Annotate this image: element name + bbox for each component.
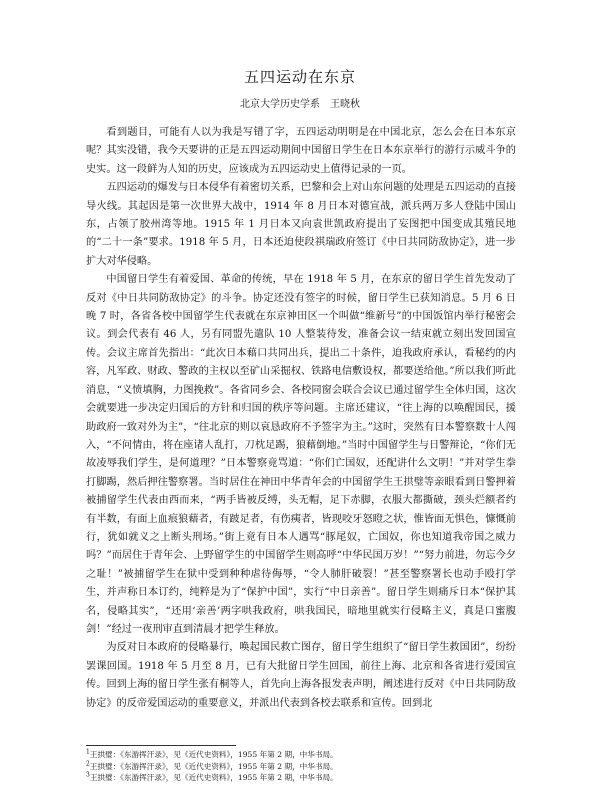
footnote-divider — [86, 745, 236, 746]
paragraph: 为反对日本政府的侵略暴行，唤起国民救亡图存，留日学生组织了“留日学生救国团”，纷纷罢课回国。1918 年 5 月至 8 月，已有大批留日学生回国，前往上海、北京和各省进行爱国宣传。回到上海的留日学生张有桐等人，首先向上海各报发表声明，阐述进行反对《中日共同防敌协定》的反帝爱国运动的重要意义，并派出代表到各校去联系和宣传。回到北 — [86, 642, 516, 709]
author-byline: 北京大学历史学系 王晓秋 — [240, 99, 360, 110]
footnote-mark: 1 — [86, 748, 90, 756]
footnote-text: 王拱璧：《东游挥汗录》，见《近代史资料》，1955 年第 2 期，中华书局。 — [89, 750, 338, 759]
footnote-mark: 2 — [86, 759, 90, 767]
footnote-text: 王拱璧：《东游挥汗录》，见《近代史资料》，1955 年第 2 期，中华书局。 — [89, 773, 338, 782]
paragraph: 看到题目，可能有人以为我是写错了字，五四运动明明是在中国北京，怎么会在日本东京呢？其实没错，我今天要讲的正是五四运动期间中国留日学生在日本东京举行的游行示威斗争的史实。这一段鲜为人知的历史，应该成为五四运动史上值得记录的一页。 — [86, 127, 516, 175]
article-body — [86, 124, 516, 713]
footnote — [86, 749, 516, 761]
footnote-text: 王拱璧：《东游挥汗录》，见《近代史资料》，1955 年第 2 期，中华书局。 — [89, 761, 338, 771]
paragraph: 五四运动的爆发与日本侵华有着密切关系，巴黎和会上对山东问题的处理是五四运动的直接导火线。其起因是第一次世界大战中，1914 年 8 月日本对德宣战，派兵两万多人登陆中国山东，占领了胶州湾等地。1915 年 1 月日本又向袁世凯政府提出了妄图把中国变成其殖民地的“二十一条”要求。1918 年 5 月，日本还迫使段祺瑞政府签订《中日共同防敌协定》，进一步扩大对华侵略。 — [86, 182, 516, 267]
footnotes — [86, 749, 516, 784]
paragraph: 中国留日学生有着爱国、革命的传统，早在 1918 年 5 月，在东京的留日学生首先发动了反对《中日共同防敌协定》的斗争。协定还没有签字的时候，留日学生已获知消息。5 月 6 日晚 7 时，各省各校中国留学生代表就在东京神田区一个叫做“维新号”的中国饭馆内举行秘密会议。到会代表有 46 人，另有同盟先遣队 10 人整装待发，准备会议一结束就立刻出发回国宣传。会议主席首先指出：“此次日本藉口共同出兵，提出二十条件，迫我政府承认，看秘约的内容，凡军政、财政、警政的主权以至矿山采掘权、铁路电信敷设权，都要送给他。”所以我们听此消息，“义愤填胸，力图挽救”。各省同乡会、各校同窗会联合会议已通过留学生全体归国，这次会就要进一步决定归国后的方针和归国的秩序等问题。主席还建议，“往上海的以唤醒国民，援助政府一致对外为主”，“往北京的则以哀恳政府不予签字为主。”这时，突然有日本警察数十人闯入，“不问情由，将在座诸人乱打，刀枕足踢，狼藉倒地。”当时中国留学生与日警辩论，“你们无故凌辱我们学生，是何道理？”日本警察竟骂道：“你们亡国奴，还配讲什么文明！”并对学生拳打脚踢，然后押往警察署。当时居住在神田中华青年会的中国留学生王拱璧等亲眼看到日警押着被捕留学生代表由西而来，“两手皆被反缚，头无帽，足下赤脚，衣服大都撕破，颈头烂额者约有半数，有面上血痕狼藉者，有跛足者，有伤痍者，皆现咬牙怒瞪之状，惟皆面无惧色，慷慨前行，犹如就义之上断头刑场。”街上竟有日本人遇骂“豚尾奴，亡国奴，你也知道我帝国之威力吗？”而居住于青年会、上野留学生的中国留学生则高呼“中华民国万岁！”“努力前进，勿忘今夕之耻！”被捕留学生在狱中受到种种虐待侮辱，“令人肺肝破裂！”甚至警察署长也动手殴打学生，并声称日本订约，纯粹是为了“保护中国”，实行“中日亲善”。留日学生则痛斥日本“保护其名，侵略其实”，“还用‘亲善’两字哄我政府，哄我国民，暗地里就实行侵略主义，真是口蜜腹剑！”经过一夜刑审直到清晨才把学生释放。 — [86, 274, 516, 635]
footnote — [86, 761, 516, 773]
footnote-mark: 3 — [86, 771, 90, 779]
footnote — [86, 772, 516, 784]
article-title: 五四运动在东京 — [243, 68, 356, 86]
